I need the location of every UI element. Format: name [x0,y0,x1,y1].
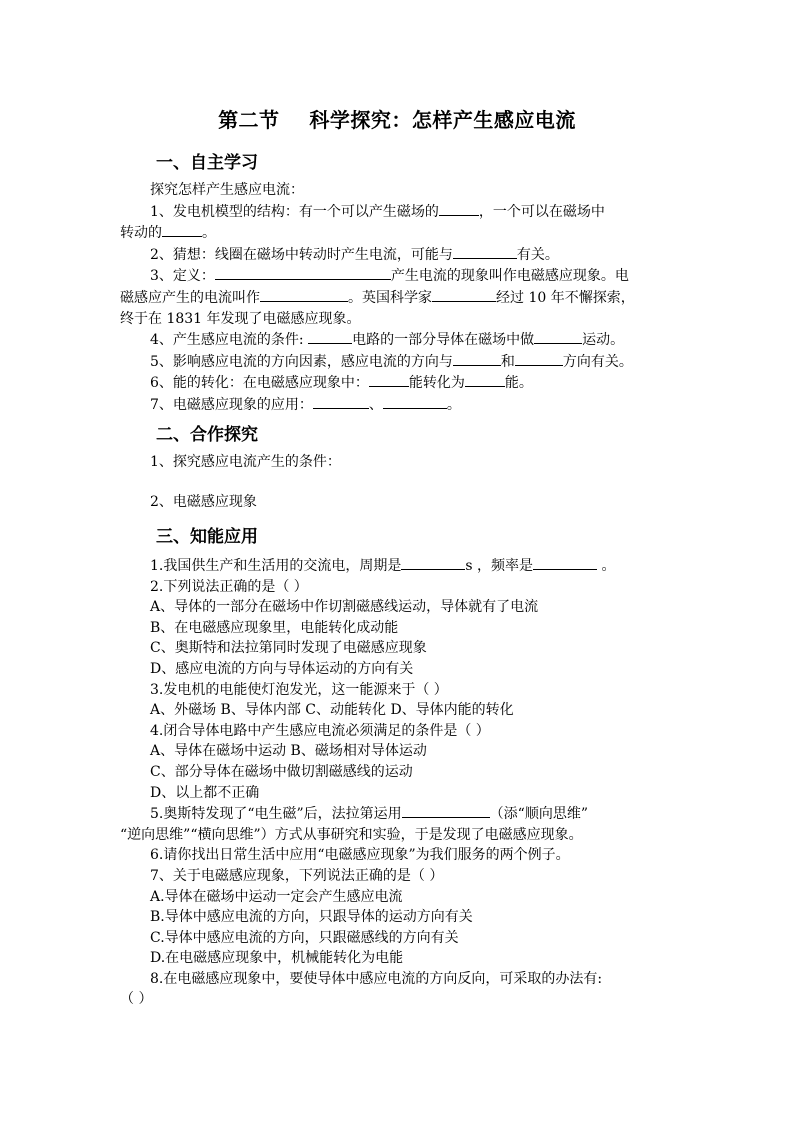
problem-2-option-d: D、感应电流的方向与导体运动的方向有关 [150,660,414,677]
text-segment: 有关。 [516,246,559,263]
blank-field[interactable] [402,803,490,818]
question-5-line [120,351,680,373]
text-segment: 磁感应产生的电流叫作 [120,289,260,306]
text-segment: 方向有关。 [562,353,633,370]
text-segment: 电路的一部分导体在磁场中做 [352,332,535,349]
section-cooperative-body-2 [120,492,680,513]
blank-field[interactable] [260,287,348,302]
text-segment: 2、猜想：线圈在磁场中转动时产生电流，可能与 [150,246,453,263]
problem-8-line-2: （ ） [120,991,153,1008]
text-segment: s ，频率是 [465,558,533,574]
question-1-line-2 [120,222,680,244]
question-6-line [120,372,680,394]
inquiry-item-2: 2、电磁感应现象 [150,494,257,510]
section-heading-application: 三、知能应用 [156,527,258,547]
text-segment: 能。 [504,375,533,392]
text-segment: 运动。 [582,332,625,349]
blank-field[interactable] [533,555,597,570]
blank-field[interactable] [162,222,202,237]
problem-2-option-a: A、导体的一部分在磁场中作切割磁感线运动，导体就有了电流 [150,599,539,616]
blank-field[interactable] [308,329,352,344]
section-self-study-body [120,180,680,416]
problem-3-options: A、外磁场 B、导体内部 C、动能转化 D、导体内能的转化 [150,702,514,719]
section-heading-self-study: 一、自主学习 [156,153,258,173]
section-cooperative-body [120,452,680,473]
text-segment: 3、定义： [150,268,215,285]
text-segment: 5.奥斯特发现了“电生磁”后，法拉第运用 [150,806,402,823]
question-4-line [120,329,680,351]
problem-2-option-c: C、奥斯特和法拉第同时发现了电磁感应现象 [150,640,427,657]
question-2-line [120,244,680,266]
text-segment: 。 [202,225,216,242]
problem-7-option-b: B.导体中感应电流的方向，只跟导体的运动方向有关 [150,909,473,926]
problem-5-line-2: “逆向思维”“横向思维”）方式从事研究和实验，于是发现了电磁感应现象。 [120,826,583,843]
problem-7-option-d: D.在电磁感应现象中，机械能转化为电能 [150,950,404,967]
problem-1 [120,555,680,577]
problem-6: 6.请你找出日常生活中应用“电磁感应现象”为我们服务的两个例子。 [150,847,570,864]
question-3-line-3: 终于在 1831 年发现了电磁感应现象。 [120,310,361,327]
problem-5-line-1 [120,803,680,825]
text-segment: 6、能的转化：在电磁感应现象中： [150,375,369,392]
text-segment: 经过 10 年不懈探索， [496,289,635,306]
blank-field[interactable] [383,394,447,409]
text-segment: 1、发电机模型的结构：有一个可以产生磁场的 [150,203,439,220]
page-title: 第二节 科学探究：怎样产生感应电流 [218,108,576,132]
text-segment: 5、影响感应电流的方向因素，感应电流的方向与 [150,353,453,370]
problem-4: 4.闭合导体电路中产生感应电流必须满足的条件是（ ） [150,722,490,739]
text-segment: （添“顺向思维” [489,806,588,823]
text-segment: ，一个可以在磁场中 [478,203,605,220]
problem-2-option-b: B、在电磁感应现象里，电能转化成动能 [150,619,399,636]
problem-7-option-c: C.导体中感应电流的方向，只跟磁感线的方向有关 [150,929,459,946]
problem-3: 3.发电机的电能使灯泡发光，这一能源来于（ ） [150,681,448,698]
problem-7-option-a: A.导体在磁场中运动一定会产生感应电流 [150,888,403,905]
text-segment: 4、产生感应电流的条件: [150,332,309,349]
blank-field[interactable] [215,265,391,280]
blank-field[interactable] [439,201,479,216]
problem-4-option-c: C、部分导体在磁场中做切割磁感线的运动 [150,763,413,780]
inquiry-item-1: 1、探究感应电流产生的条件： [150,454,341,470]
problem-4-option-d: D、以上都不正确 [150,784,260,801]
question-1-line-1 [120,201,680,223]
text-segment: 1.我国供生产和生活用的交流电，周期是 [150,558,402,574]
text-segment: 、 [368,396,383,413]
blank-field[interactable] [453,244,517,259]
problem-2: 2.下列说法正确的是（ ） [150,578,308,595]
text-segment: 转动的 [120,225,162,242]
text-segment: 能转化为 [408,375,465,392]
text-segment: 。 [446,396,461,413]
intro-line: 探究怎样产生感应电流： [150,182,304,198]
text-segment: 7、电磁感应现象的应用： [150,396,313,413]
question-3-line-1 [120,265,680,287]
text-segment: 产生电流的现象叫作电磁感应现象。电 [390,268,629,285]
section-heading-cooperative-inquiry: 二、合作探究 [156,425,258,445]
text-segment: 。 [597,558,616,574]
text-segment: 。英国科学家 [348,289,432,306]
blank-field[interactable] [534,329,582,344]
text-segment: 和 [500,353,515,370]
question-7-line [120,394,680,416]
blank-field[interactable] [453,351,501,366]
problem-7: 7、关于电磁感应现象，下列说法正确的是（ ） [150,867,444,884]
question-3-line-2 [120,287,680,309]
blank-field[interactable] [515,351,563,366]
blank-field[interactable] [313,394,369,409]
blank-field[interactable] [465,372,505,387]
section-application-body [120,555,680,1010]
blank-field[interactable] [432,287,496,302]
blank-field[interactable] [401,555,465,570]
blank-field[interactable] [369,372,409,387]
problem-8-line-1: 8.在电磁感应现象中，要使导体中感应电流的方向反向，可采取的办法有: [150,970,603,987]
problem-4-options-ab: A、导体在磁场中运动 B、磁场相对导体运动 [150,743,427,760]
